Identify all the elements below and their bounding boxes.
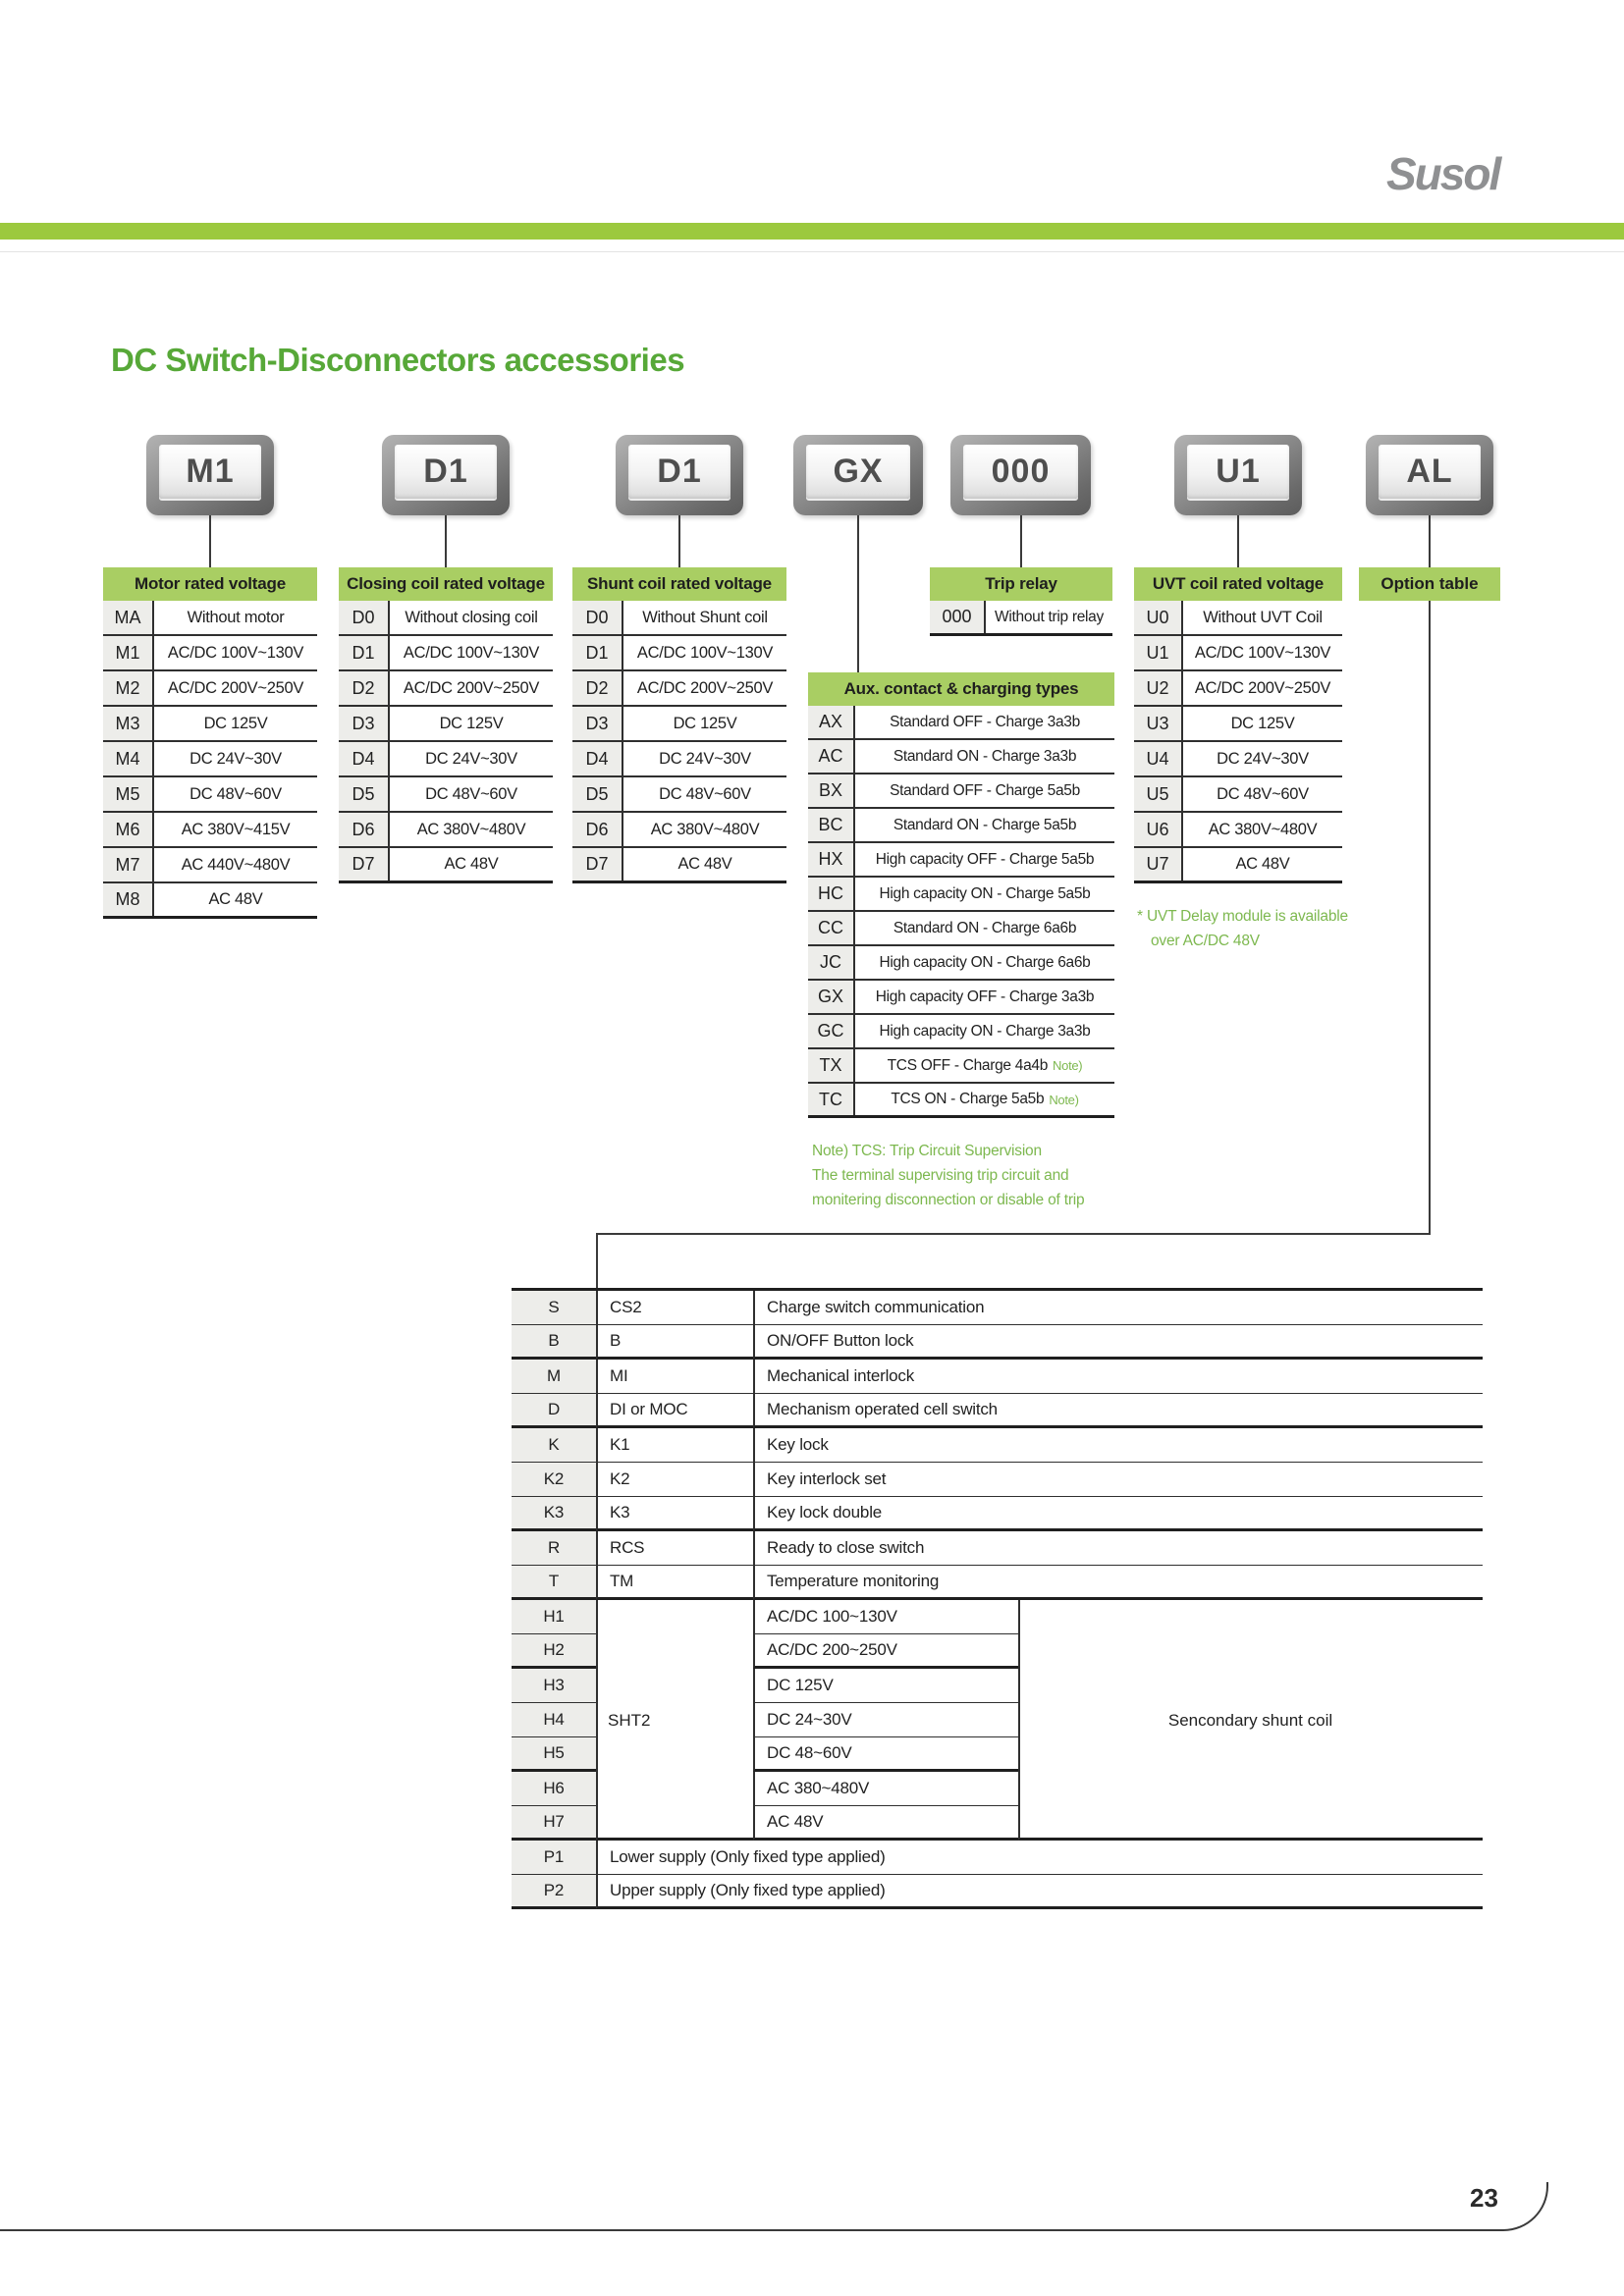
code-cell: U0 [1134,601,1183,634]
table-row [808,1084,1114,1118]
option-label-cell: K3 [596,1497,753,1531]
table-row [808,946,1114,981]
option-label-cell: DI or MOC [596,1394,753,1428]
code-cell: K3 [512,1497,596,1531]
keycap-label: AL [1406,453,1453,490]
keycap-label: 000 [991,453,1051,490]
table-row [930,601,1112,636]
table-row [1134,671,1342,707]
code-cell: M7 [103,848,154,881]
page-number: 23 [1470,2183,1498,2213]
table-row [103,601,317,636]
keycap-face [1379,445,1481,499]
table-row [339,601,553,636]
value-cell: AC 48V [208,890,263,908]
table-row [808,1015,1114,1049]
connector-line [596,1233,598,1288]
option-table-row [512,1566,1483,1600]
table-row [572,707,786,742]
table-row [103,777,317,813]
option-table-row [512,1531,1483,1566]
code-cell: H5 [512,1737,596,1772]
table-header: Motor rated voltage [103,567,317,601]
code-cell: GX [808,981,855,1013]
option-table-row [512,1463,1483,1497]
keycap-face [806,445,910,499]
keycap-uvt-coil-code [1174,435,1302,515]
value-cell: High capacity ON - Charge 5a5b [879,884,1091,902]
value-cell: Standard ON - Charge 5a5b [893,816,1077,833]
value-cell: AC 440V~480V [181,855,291,874]
table-row [808,912,1114,946]
keycap-label: M1 [186,453,235,490]
aux-contact-charging-types-table [808,672,1114,1118]
note-line: * UVT Delay module is available [1137,908,1348,925]
value-cell: AC/DC 100V~130V [1194,643,1331,662]
code-cell: H3 [512,1669,596,1703]
option-label-cell: RCS [596,1531,753,1566]
code-cell: D5 [572,777,623,811]
keycap-label: GX [833,453,884,490]
value-cell: DC 24V~30V [189,749,282,768]
value-cell: TCS ON - Charge 5a5b Note) [891,1091,1079,1107]
code-cell: BC [808,809,855,841]
table-row [103,813,317,848]
table-row [339,742,553,777]
voltage-cell: DC 24~30V [753,1703,1018,1737]
code-cell: D0 [572,601,623,634]
table-row [339,848,553,883]
code-cell: M1 [103,636,154,669]
note-line: The terminal supervising trip circuit and [812,1167,1069,1184]
connector-line [209,515,211,567]
code-cell: 000 [930,601,986,633]
code-cell: S [512,1291,596,1325]
table-row [1134,636,1342,671]
code-cell: P1 [512,1841,596,1875]
value-cell: DC 48V~60V [1217,784,1309,803]
code-cell: U4 [1134,742,1183,775]
value-cell: AC 380V~480V [416,820,526,838]
code-cell: K [512,1428,596,1463]
option-label-cell: TM [596,1566,753,1600]
uvt-note [1137,904,1363,953]
option-table-row [512,1360,1483,1394]
code-cell: D [512,1394,596,1428]
option-table-row [512,1428,1483,1463]
table-row [103,848,317,883]
value-cell: AC 48V [444,855,499,873]
table-row [103,883,317,919]
code-cell: D1 [339,636,390,669]
value-cell: High capacity ON - Charge 6a6b [879,953,1091,971]
code-cell: D0 [339,601,390,634]
table-row [103,707,317,742]
trip-relay-table [930,567,1112,636]
code-cell: U2 [1134,671,1183,705]
motor-rated-voltage-table [103,567,317,919]
table-row [103,671,317,707]
value-cell: DC 24V~30V [659,749,751,768]
table-row [572,777,786,813]
tcs-note [812,1139,1136,1212]
table-header: Shunt coil rated voltage [572,567,786,601]
table-row [808,878,1114,912]
value-cell: TCS OFF - Charge 4a4b Note) [887,1056,1083,1074]
code-cell: K2 [512,1463,596,1497]
value-cell: DC 125V [1230,714,1295,732]
option-label-cell: CS2 [596,1291,753,1325]
table-row [1134,813,1342,848]
connector-line [1429,515,1431,567]
option-label-cell: K2 [596,1463,753,1497]
note-line: Note) TCS: Trip Circuit Supervision [812,1143,1042,1159]
code-cell: BX [808,774,855,807]
description-cell: Ready to close switch [753,1531,1483,1566]
code-cell: MA [103,601,154,634]
voltage-cell: AC/DC 200~250V [753,1634,1018,1669]
note-line: over AC/DC 48V [1151,933,1260,949]
note-line: monitering disconnection or disable of trip [812,1192,1085,1208]
uvt-coil-rated-voltage-table [1134,567,1342,883]
table-row [339,777,553,813]
code-cell: TC [808,1084,855,1115]
value-cell: DC 125V [673,714,737,732]
table-row [1134,601,1342,636]
voltage-cell: AC/DC 100~130V [753,1600,1018,1634]
table-row [339,636,553,671]
connector-line [1237,515,1239,567]
keycap-option-code [1366,435,1493,515]
code-cell: D1 [572,636,623,669]
option-table-row [512,1394,1483,1428]
value-cell: AC/DC 200V~250V [636,678,774,697]
code-cell: D3 [339,707,390,740]
connector-line [596,1233,1431,1235]
keycap-aux-contact-code [793,435,923,515]
code-cell: T [512,1566,596,1600]
connector-line [1429,601,1431,1235]
table-row [103,636,317,671]
code-cell: U5 [1134,777,1183,811]
code-cell: U1 [1134,636,1183,669]
code-cell: H1 [512,1600,596,1634]
table-row [103,742,317,777]
code-cell: U6 [1134,813,1183,846]
code-cell: H6 [512,1772,596,1806]
keycap-face [628,445,731,499]
table-row [339,707,553,742]
value-cell: Standard ON - Charge 6a6b [893,919,1077,936]
voltage-cell: AC 380~480V [753,1772,1018,1806]
keycap-face [159,445,261,499]
secondary-shunt-coil-merged-cell: Sencondary shunt coil [1167,1710,1333,1730]
value-cell: DC 125V [203,714,268,732]
code-cell: D6 [339,813,390,846]
code-cell: AX [808,706,855,738]
keycap-face [963,445,1078,499]
table-rows [103,601,317,919]
table-row [572,636,786,671]
table-row [808,774,1114,809]
table-row [572,813,786,848]
description-cell: Lower supply (Only fixed type applied) [596,1841,1483,1875]
value-cell: Standard ON - Charge 3a3b [893,747,1077,765]
code-cell: D7 [572,848,623,881]
value-cell: AC/DC 100V~130V [403,643,540,662]
value-cell: AC 380V~480V [1208,820,1318,838]
table-row [339,671,553,707]
connector-line [1020,515,1022,567]
code-cell: HX [808,843,855,876]
sht2-merged-cell: SHT2 [608,1710,651,1730]
option-table-row [512,1841,1483,1875]
table-header: Aux. contact & charging types [808,672,1114,706]
value-cell: AC 48V [677,855,732,873]
code-cell: D2 [339,671,390,705]
value-cell: Without trip relay [995,608,1104,625]
code-cell: D7 [339,848,390,881]
option-table [512,1288,1483,1909]
option-table-row [512,1291,1483,1325]
code-cell: HC [808,878,855,910]
table-row [572,742,786,777]
code-cell: CC [808,912,855,944]
description-cell: Key lock double [753,1497,1483,1531]
code-cell: M4 [103,742,154,775]
description-cell: Key lock [753,1428,1483,1463]
code-cell: P2 [512,1875,596,1909]
code-cell: M [512,1360,596,1394]
description-cell: Key interlock set [753,1463,1483,1497]
option-label-cell: K1 [596,1428,753,1463]
table-row [1134,777,1342,813]
value-cell: Without closing coil [405,608,538,626]
code-cell: AC [808,740,855,773]
description-cell: Charge switch communication [753,1291,1483,1325]
value-cell: AC/DC 200V~250V [1194,678,1331,697]
description-cell: Mechanism operated cell switch [753,1394,1483,1428]
value-cell: DC 48V~60V [189,784,282,803]
keycap-trip-relay-code [950,435,1091,515]
table-row [808,740,1114,774]
option-table-row [512,1325,1483,1360]
code-cell: H7 [512,1806,596,1841]
value-cell: AC 48V [1235,855,1290,873]
table-row [1134,707,1342,742]
description-cell: Temperature monitoring [753,1566,1483,1600]
table-row [572,601,786,636]
code-cell: D2 [572,671,623,705]
shunt-coil-rated-voltage-table [572,567,786,883]
option-label-cell: B [596,1325,753,1360]
table-header: UVT coil rated voltage [1134,567,1342,601]
code-cell: M3 [103,707,154,740]
code-cell: D6 [572,813,623,846]
code-cell: M8 [103,883,154,916]
value-cell: High capacity OFF - Charge 5a5b [875,850,1095,868]
page-title: DC Switch-Disconnectors accessories [111,342,685,378]
keycap-label: U1 [1216,453,1261,490]
value-cell: DC 24V~30V [425,749,517,768]
value-cell: DC 48V~60V [425,784,517,803]
keycap-closing-coil-code [382,435,510,515]
keycap-label: D1 [657,453,702,490]
value-cell: DC 125V [439,714,504,732]
closing-coil-rated-voltage-table [339,567,553,883]
table-row [1134,742,1342,777]
value-cell: AC 380V~480V [650,820,760,838]
note-tag: Note) [1049,1092,1079,1107]
value-cell: DC 48V~60V [659,784,751,803]
keycap-shunt-coil-code [616,435,743,515]
table-header: Trip relay [930,567,1112,601]
table-row [339,813,553,848]
top-hairline-rule [0,251,1624,252]
code-cell: B [512,1325,596,1360]
table-row [808,981,1114,1015]
value-cell: Without motor [187,608,285,626]
option-label-cell: MI [596,1360,753,1394]
option-table-header: Option table [1359,567,1500,601]
code-cell: D5 [339,777,390,811]
value-cell: Without UVT Coil [1203,608,1323,626]
code-cell: M6 [103,813,154,846]
bottom-rule-curve [0,2182,1548,2231]
top-green-bar [0,223,1624,240]
code-cell: U7 [1134,848,1183,881]
keycap-label: D1 [423,453,468,490]
keycap-motor-code [146,435,274,515]
voltage-cell: DC 48~60V [753,1737,1018,1772]
code-cell: TX [808,1049,855,1082]
value-cell: High capacity OFF - Charge 3a3b [875,988,1095,1005]
code-cell: D3 [572,707,623,740]
table-rows [808,706,1114,1118]
value-cell: AC/DC 100V~130V [636,643,774,662]
value-cell: High capacity ON - Charge 3a3b [879,1022,1091,1040]
description-cell: ON/OFF Button lock [753,1325,1483,1360]
code-cell: GC [808,1015,855,1047]
voltage-cell: AC 48V [753,1806,1018,1841]
note-tag: Note) [1053,1058,1083,1073]
table-row [808,1049,1114,1084]
value-cell: AC/DC 100V~130V [167,643,304,662]
value-cell: AC/DC 200V~250V [167,678,304,697]
table-row [808,843,1114,878]
table-row [572,671,786,707]
code-cell: H4 [512,1703,596,1737]
value-cell: DC 24V~30V [1217,749,1309,768]
connector-line [857,515,859,672]
option-table-row [512,1875,1483,1909]
connector-line [445,515,447,567]
value-cell: Standard OFF - Charge 3a3b [890,713,1080,730]
code-cell: JC [808,946,855,979]
table-row [1134,848,1342,883]
voltage-cell: DC 125V [753,1669,1018,1703]
susol-brand-logo: Susol [1386,148,1500,199]
table-row [808,706,1114,740]
code-cell: M2 [103,671,154,705]
connector-line [678,515,680,567]
code-cell: D4 [339,742,390,775]
description-cell: Mechanical interlock [753,1360,1483,1394]
keycap-face [395,445,497,499]
value-cell: AC/DC 200V~250V [403,678,540,697]
code-cell: H2 [512,1634,596,1669]
table-rows [930,601,1112,636]
table-row [808,809,1114,843]
code-cell: R [512,1531,596,1566]
table-rows [1134,601,1342,883]
option-table-row [512,1497,1483,1531]
code-cell: M5 [103,777,154,811]
table-rows [572,601,786,883]
code-cell: D4 [572,742,623,775]
table-row [572,848,786,883]
value-cell: Without Shunt coil [642,608,768,626]
table-rows [339,601,553,883]
keycap-face [1187,445,1289,499]
value-cell: Standard OFF - Charge 5a5b [890,781,1080,799]
code-cell: U3 [1134,707,1183,740]
table-header: Closing coil rated voltage [339,567,553,601]
description-cell: Upper supply (Only fixed type applied) [596,1875,1483,1909]
value-cell: AC 380V~415V [181,820,291,838]
